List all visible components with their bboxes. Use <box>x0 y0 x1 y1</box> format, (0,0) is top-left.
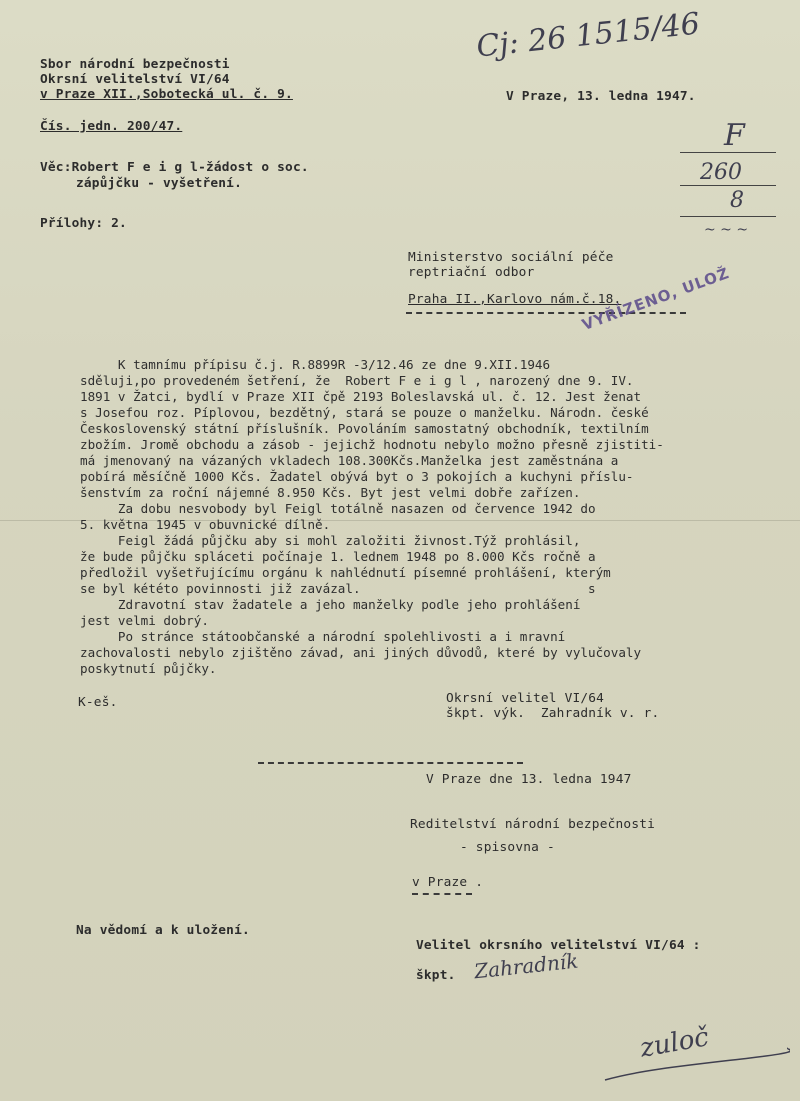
document-date: V Praze, 13. ledna 1947. <box>506 89 696 104</box>
body-line: poskytnutí půjčky. <box>80 661 217 676</box>
typist-initials: K-eš. <box>78 695 118 710</box>
org-line-2: Okrsní velitelství VI/64 <box>40 72 230 87</box>
second-date: V Praze dne 13. ledna 1947 <box>426 772 632 787</box>
recipient-line-1: Ministerstvo sociální péče <box>408 250 614 265</box>
signer-line-2: škpt. výk. Zahradník v. r. <box>446 706 660 721</box>
body-line: zbožím. Jromě obchodu a zásob - jejichž hodnotu nebylo možno přesně zjistiti- <box>80 437 664 452</box>
body-line: jest velmi dobrý. <box>80 613 209 628</box>
body-line: 5. května 1945 v obuvnické dílně. <box>80 517 331 532</box>
section-divider <box>258 762 523 764</box>
body-line: Československý státní příslušník. Povoláním samostatný obchodník, textilním <box>80 421 649 436</box>
body-line: sděluji,po provedeném šetření, že Robert F e i g l , narozený dne 9. IV. <box>80 373 634 388</box>
handwritten-scrawl: zuloč <box>637 1022 712 1064</box>
filed-stamp: VYŘÍZENO, ULOŽ <box>579 263 732 335</box>
margin-rule-1 <box>680 152 776 153</box>
body-line: Za dobu nesvobody byl Feigl totálně nasazen od července 1942 do <box>80 501 596 516</box>
body-line: s Josefou roz. Píplovou, bezdětný, stará se pouze o manželku. Národn. české <box>80 405 649 420</box>
body-line: Feigl žádá půjčku aby si mohl založiti živnost.Týž prohlásil, <box>80 533 581 548</box>
body-line: zachovalosti nebylo zjištěno závad, ani jiných důvodů, které by vylučovaly <box>80 645 642 660</box>
margin-rule-2 <box>680 185 776 186</box>
margin-small: ~ ~ ~ <box>704 222 749 238</box>
body-line: se byl kététo povinnosti již zavázal. s <box>80 581 596 596</box>
margin-number-1: 260 <box>700 160 742 185</box>
notice-text: Na vědomí a k uložení. <box>76 923 250 938</box>
copy-to-line-1: Reditelství národní bezpečnosti <box>410 817 656 832</box>
body-line: má jmenovaný na vázaných vkladech 108.300Kčs.Manželka jest zaměstnána a <box>80 453 619 468</box>
org-line-1: Sbor národní bezpečnosti <box>40 57 230 72</box>
margin-f: F <box>724 118 745 153</box>
body-line: že bude půjčku spláceti počínaje 1. lednem 1948 po 8.000 Kčs ročně a <box>80 549 596 564</box>
handwritten-signature: Zahradník <box>473 948 580 984</box>
copy-to-line-3: v Praze . <box>412 875 484 890</box>
subject-line-1: Věc:Robert F e i g l-žádost o soc. <box>40 160 309 175</box>
copy-to-underline <box>412 893 472 895</box>
commander-rank: škpt. <box>416 968 456 983</box>
body-line: Zdravotní stav žadatele a jeho manželky podle jeho prohlášení <box>80 597 581 612</box>
body-line: 1891 v Žatci, bydlí v Praze XII čpě 2193 Boleslavská ul. č. 12. Jest ženat <box>80 389 642 404</box>
body-line: K tamnímu přípisu č.j. R.8899R -3/12.46 ze dne 9.XII.1946 <box>80 357 551 372</box>
commander-title: Velitel okrsního velitelství VI/64 : <box>416 938 701 953</box>
org-line-3: v Praze XII.,Sobotecká ul. č. 9. <box>40 87 293 102</box>
margin-number-2: 8 <box>730 188 744 213</box>
body-line: Po stránce státoobčanské a národní spolehlivosti a i mravní <box>80 629 566 644</box>
margin-rule-3 <box>680 216 776 217</box>
subject-line-2: zápůjčku - vyšetření. <box>76 176 242 191</box>
signer-line-1: Okrsní velitel VI/64 <box>446 691 605 706</box>
reference-number: Čís. jedn. 200/47. <box>40 119 183 134</box>
body-line: šenstvím za roční nájemné 8.950 Kčs. Byt jest velmi dobře zařízen. <box>80 485 581 500</box>
body-line: předložil vyšetřujícímu orgánu k nahlédnutí písemné prohlášení, kterým <box>80 565 611 580</box>
handwritten-reference: Cj: 26 1515/46 <box>474 6 702 65</box>
recipient-line-3: Praha II.,Karlovo nám.č.18. <box>408 292 622 307</box>
copy-to-line-2: - spisovna - <box>460 840 555 855</box>
attachments: Přílohy: 2. <box>40 216 127 231</box>
body-line: pobírá měsíčně 1000 Kčs. Žadatel obývá byt o 3 pokojích a kuchyni příslu- <box>80 469 634 484</box>
scrawl-stroke <box>600 1040 790 1090</box>
recipient-line-2: reptriační odbor <box>408 265 535 280</box>
